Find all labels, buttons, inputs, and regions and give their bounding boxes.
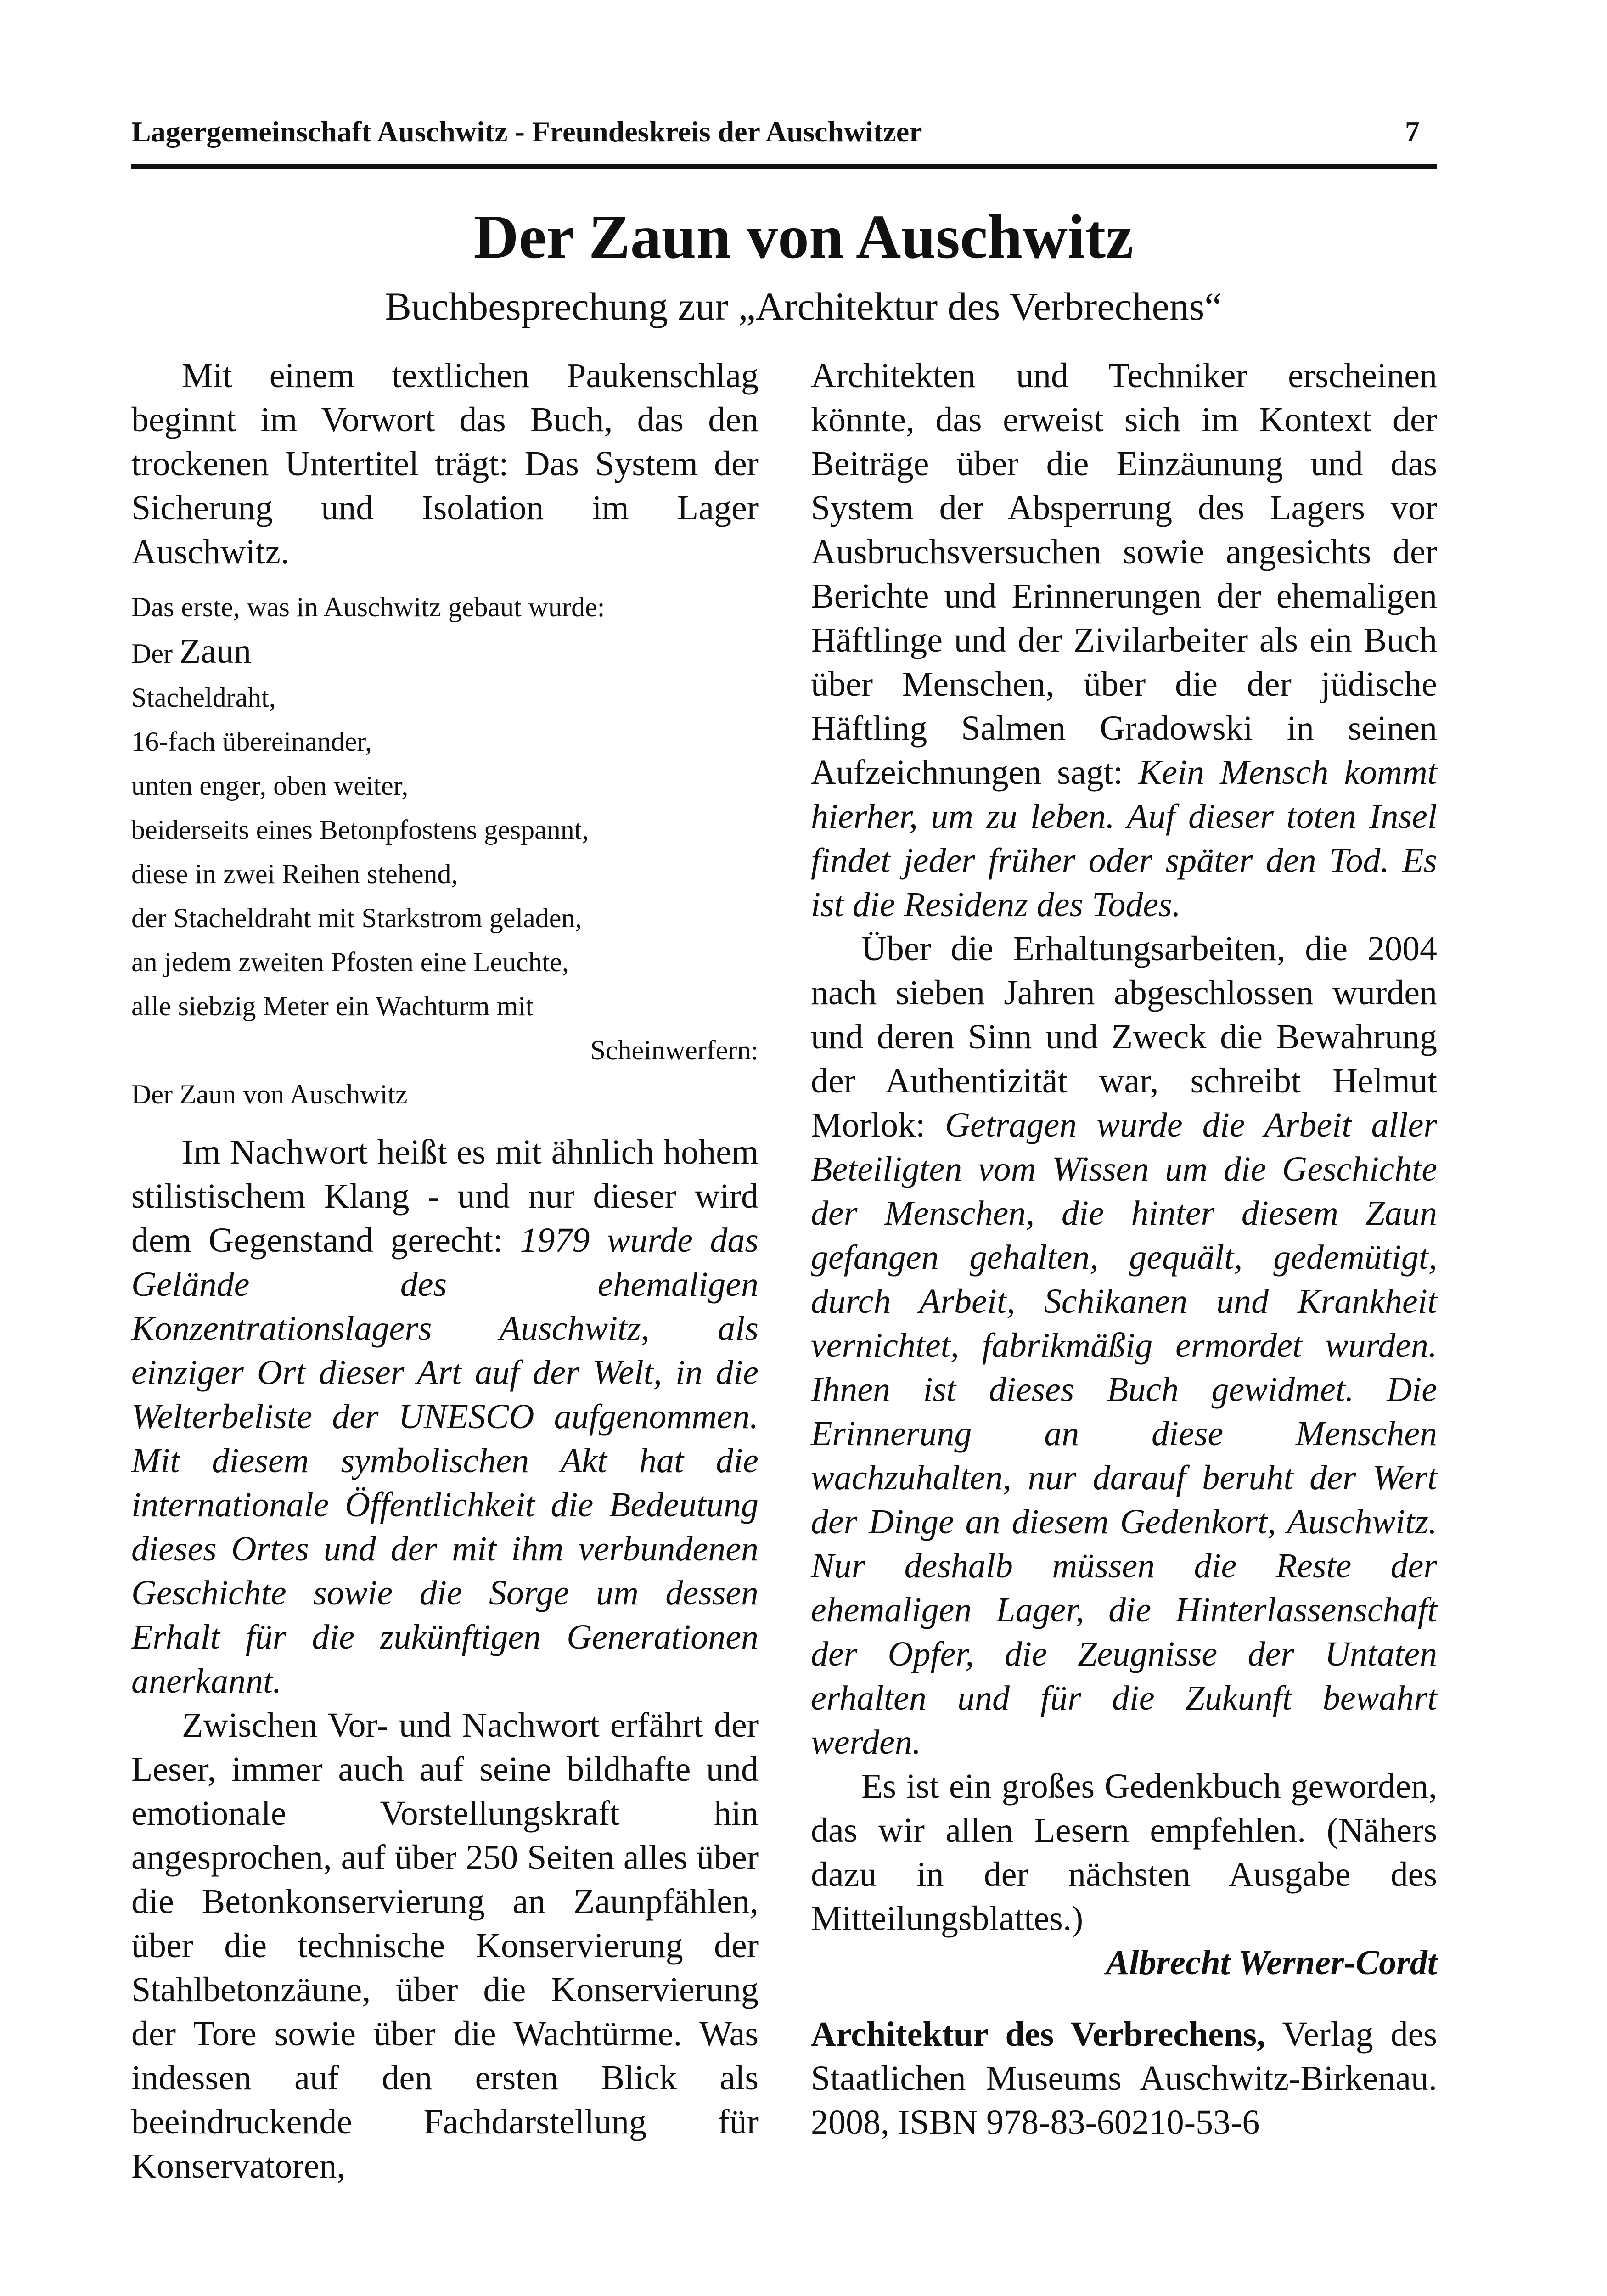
poem-line: 16-fach übereinander, [131,726,372,757]
poem-line: beiderseits eines Betonpfostens gespannt, [131,815,589,845]
right-column [811,354,1437,2144]
page-number: 7 [1405,115,1420,148]
paragraph-intro: Mit einem textlichen Paukenschlag beginnt im Vorwort das Buch, das den trockenen Untertitel trägt: Das System der Sicherung und Isolation im Lager Auschwitz. [131,356,759,571]
poem-line: unten enger, oben weiter, [131,771,409,801]
morlok-quote: Getragen wurde die Arbeit aller Beteiligten vom Wissen um die Geschichte der Menschen, die hinter diesem Zaun gefangen gehalten, gequält, gedemütigt, durch Arbeit, Schikanen und Krankheit vernichtet, fabrikmäßig ermordet wurden. Ihnen ist dieses Buch gewidmet. Die Erinnerung an diese Menschen wachzuhalten, nur darauf beruht der Wert der Dinge an diesem Gedenkort, Auschwitz. Nur deshalb müssen die Reste der ehemaligen Lager, die Hinterlassenschaft der Opfer, die Zeugnisse der Untaten erhalten und für die Zukunft bewahrt werden. [811,1106,1437,1761]
article-title: Der Zaun von Auschwitz [473,203,1134,271]
poem-line: Scheinwerfern: [590,1035,759,1065]
quoted-poem [131,585,759,1116]
author-signature: Albrecht Werner-Cordt [1106,1943,1437,1982]
poem-line: an jedem zweiten Pfosten eine Leuchte, [131,947,569,977]
poem-line: Das erste, was in Auschwitz gebaut wurde: [131,592,605,622]
gradowski-quote: Kein Mensch kommt hierher, um zu leben. Auf dieser toten Insel findet jeder früher oder später den Tod. Es ist die Residenz des Todes. [811,753,1437,924]
paragraph-recommendation: Es ist ein großes Gedenkbuch geworden, das wir allen Lesern empfehlen. (Nähers dazu in der nächsten Ausgabe des Mitteilungsblattes.) [811,1767,1437,1938]
paragraph-continuation: Architekten und Techniker erscheinen könnte, das erweist sich im Kontext der Beiträge über die Einzäunung und das System der Absperrung des Lagers vor Ausbruchsversuchen sowie angesichts der Berichte und Erinnerungen der ehemaligen Häftlinge und der Zivilarbeiter als ein Buch über Menschen, über die der jüdische Häftling Salmen Gradowski in seinen Aufzeichnungen sagt: Kein Mensch kommt hierher, um zu leben. Auf dieser toten Insel findet jeder früher oder später den Tod. Es ist die Residenz des Todes. [811,356,1437,924]
afterword-quote: 1979 wurde das Gelände des ehemaligen Konzentrationslagers Auschwitz, als einziger Ort dieser Art auf der Welt, in die Welterbeliste der UNESCO aufgenommen. Mit diesem symbolischen Akt hat die internationale Öffentlichkeit die Bedeutung dieses Ortes und der mit ihm verbundenen Geschichte sowie die Sorge um dessen Erhalt für die zukünftigen Generationen anerkannt. [131,1221,759,1700]
running-header: Lagergemeinschaft Auschwitz - Freundeskreis der Auschwitzer [131,115,922,148]
poem-line: alle siebzig Meter ein Wachturm mit [131,991,534,1021]
header-rule [131,164,1437,169]
article-subtitle: Buchbesprechung zur „Architektur des Verbrechens“ [385,284,1222,328]
poem-line: Stacheldraht, [131,682,276,713]
paragraph-preservation: Über die Erhaltungsarbeiten, die 2004 nach sieben Jahren abgeschlossen wurden und deren Sinn und Zweck die Bewahrung der Authentizität war, schreibt Helmut Morlok: Getragen wurde die Arbeit aller Beteiligten vom Wissen um die Geschichte der Menschen, die hinter diesem Zaun gefangen gehalten, gequält, gedemütigt, durch Arbeit, Schikanen und Krankheit vernichtet, fabrikmäßig ermordet wurden. Ihnen ist dieses Buch gewidmet. Die Erinnerung an diese Menschen wachzuhalten, nur darauf beruht der Wert der Dinge an diesem Gedenkort, Auschwitz. Nur deshalb müssen die Reste der ehemaligen Lager, die Hinterlassenschaft der Opfer, die Zeugnisse der Untaten erhalten und für die Zukunft bewahrt werden. [811,929,1437,1761]
poem-line: Der Zaun [131,632,252,670]
poem-line: diese in zwei Reihen stehend, [131,859,458,889]
book-reference: Architektur des Verbrechens, Verlag des Staatlichen Museums Auschwitz-Birkenau. 2008, ISBN 978-83-60210-53-6 [811,2015,1437,2142]
poem-line: Der Zaun von Auschwitz [131,1079,408,1109]
paragraph-body: Zwischen Vor- und Nachwort erfährt der Leser, immer auch auf seine bildhafte und emotionale Vorstellungskraft hin angesprochen, auf über 250 Seiten alles über die Betonkonservierung an Zaunpfählen, über die technische Konservierung der Stahlbetonzäune, über die Konservierung der Tore sowie über die Wachtürme. Was indessen auf den ersten Blick als beeindruckende Fachdarstellung für Konservatoren, [131,1706,759,2185]
left-column [131,354,759,2188]
poem-line: der Stacheldraht mit Starkstrom geladen, [131,903,582,933]
poem-emphasis: Zaun [179,632,252,670]
paragraph-afterword: Im Nachwort heißt es mit ähnlich hohem stilistischem Klang - und nur dieser wird dem Gegenstand gerecht: 1979 wurde das Gelände des ehemaligen Konzentrationslagers Auschwitz, als einziger Ort dieser Art auf der Welt, in die Welterbeliste der UNESCO aufgenommen. Mit diesem symbolischen Akt hat die internationale Öffentlichkeit die Bedeutung dieses Ortes und der mit ihm verbundenen Geschichte sowie die Sorge um dessen Erhalt für die zukünftigen Generationen anerkannt. [131,1133,759,1700]
book-title: Architektur des Verbrechens, [811,2015,1265,2054]
